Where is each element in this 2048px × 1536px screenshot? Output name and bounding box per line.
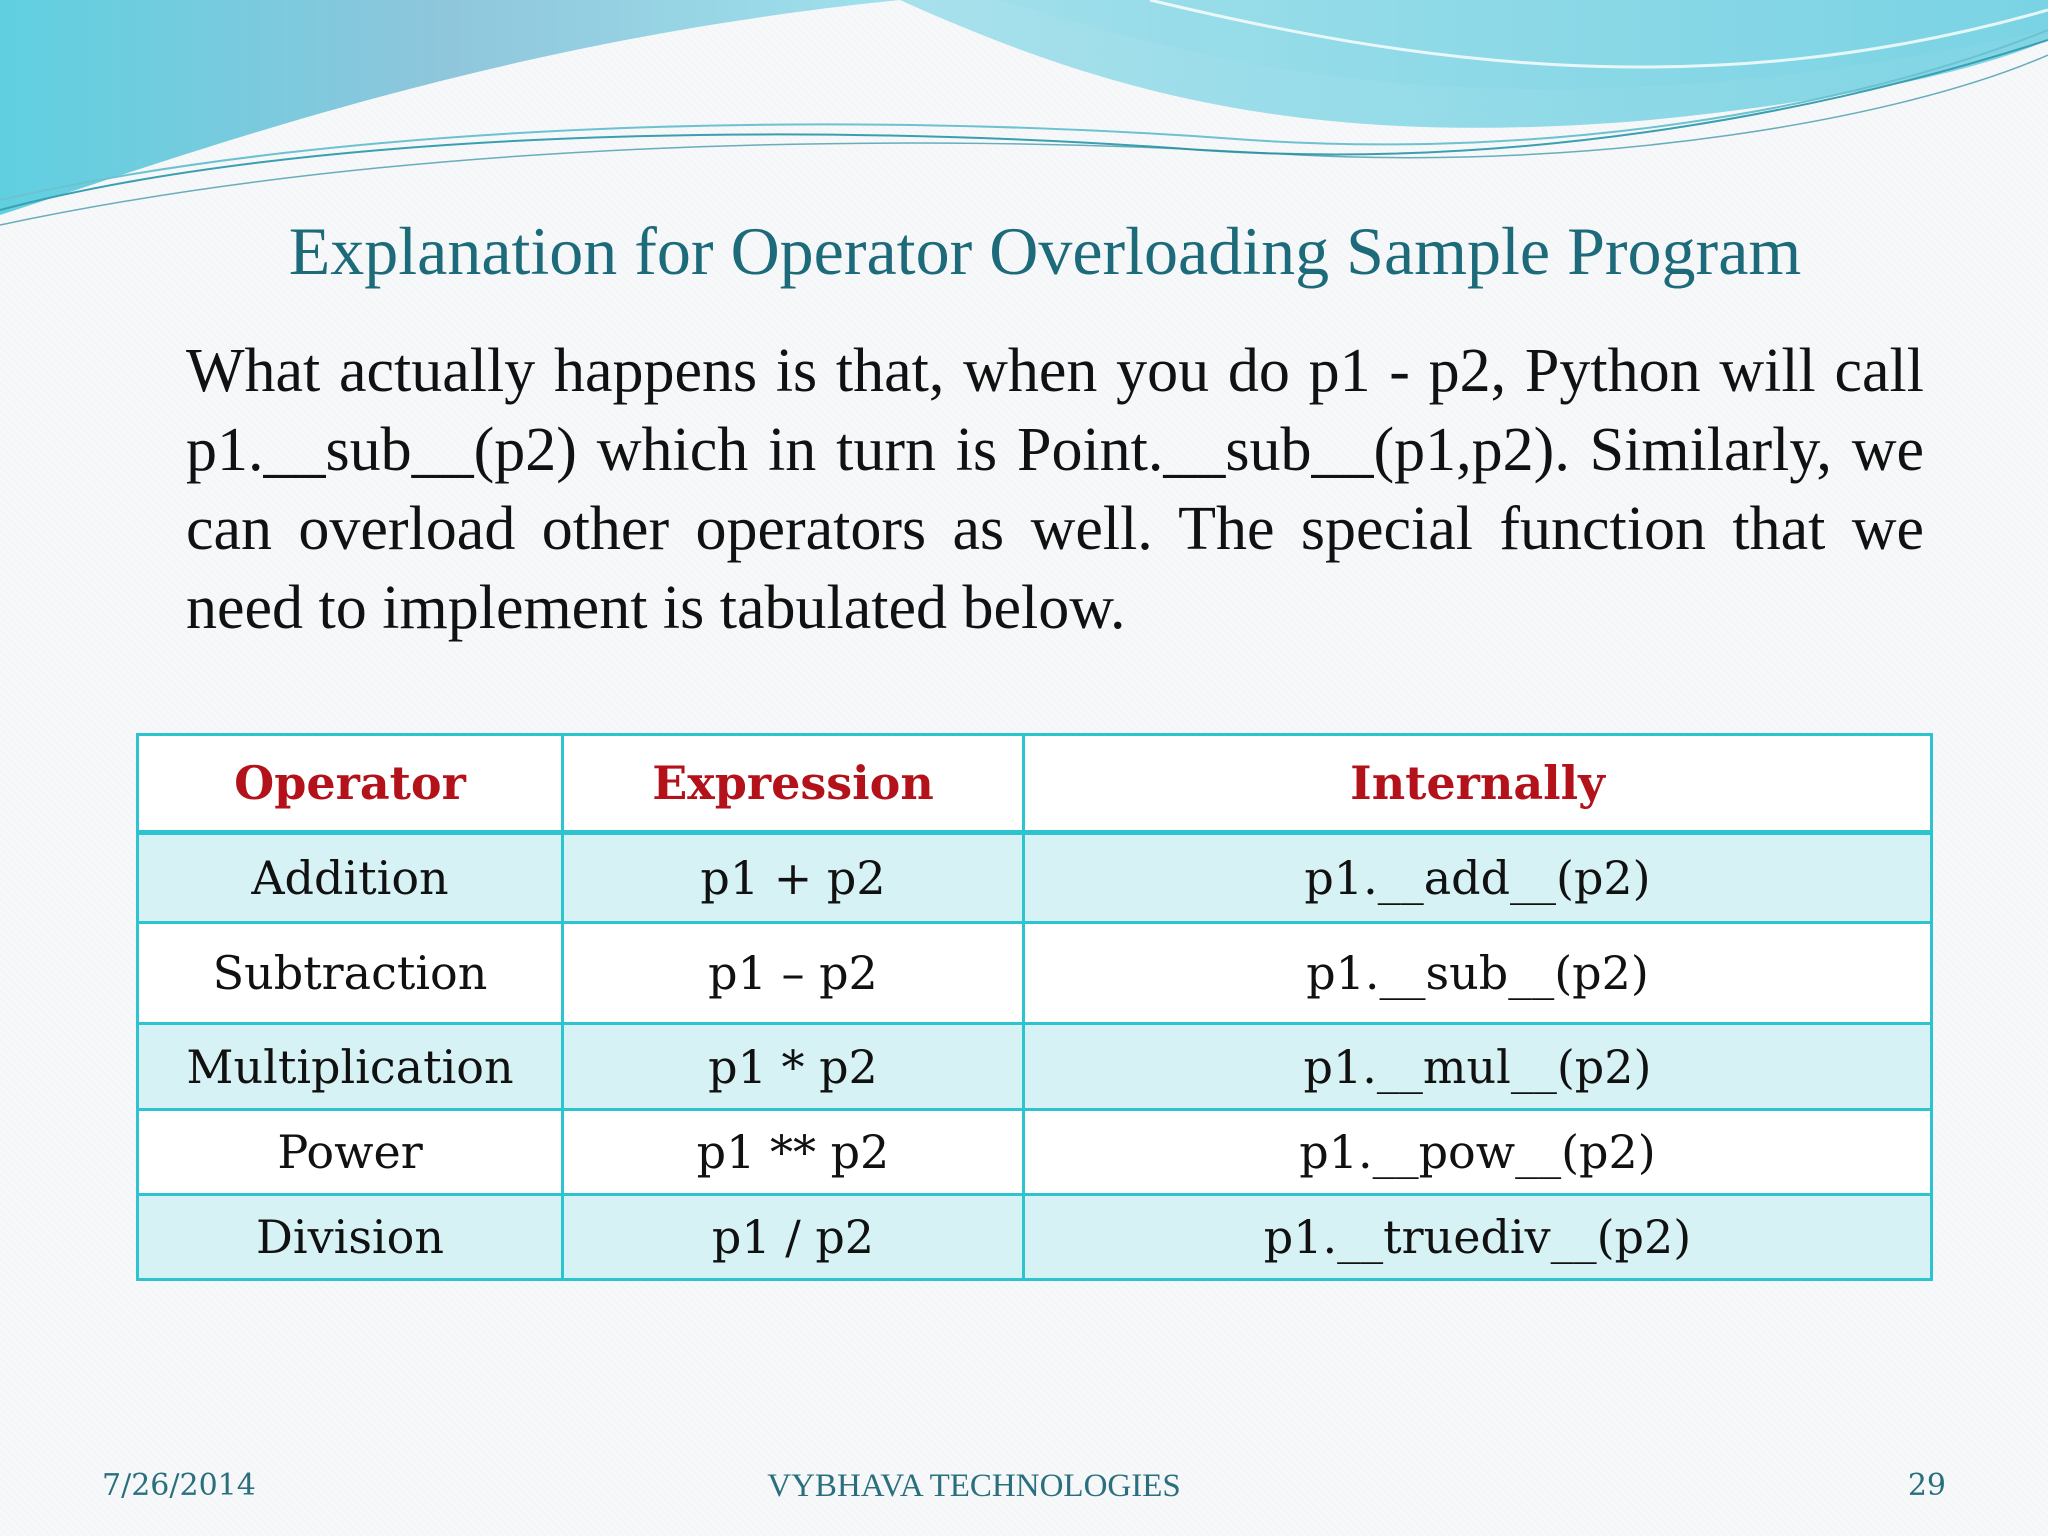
table-row [138, 923, 1932, 1024]
cell-expression: p1 * p2 [563, 1024, 1024, 1110]
cell-expression: p1 / p2 [563, 1195, 1024, 1280]
footer-date: 7/26/2014 [102, 1468, 256, 1503]
table-row [138, 1195, 1932, 1280]
cell-operator: Subtraction [138, 923, 563, 1024]
table-row [138, 1024, 1932, 1110]
cell-internally: p1.__mul__(p2) [1024, 1024, 1932, 1110]
cell-expression: p1 ** p2 [563, 1110, 1024, 1195]
table-row [138, 833, 1932, 923]
table-header-row [138, 735, 1932, 833]
operator-table [136, 733, 1933, 1281]
cell-operator: Division [138, 1195, 563, 1280]
cell-internally: p1.__truediv__(p2) [1024, 1195, 1932, 1280]
wave-decoration [0, 0, 2048, 240]
page-number: 29 [1907, 1468, 1946, 1503]
cell-expression: p1 + p2 [563, 833, 1024, 923]
cell-operator: Power [138, 1110, 563, 1195]
footer-company: VYBHAVA TECHNOLOGIES [767, 1468, 1181, 1504]
header-expression: Expression [563, 735, 1024, 833]
cell-internally: p1.__pow__(p2) [1024, 1110, 1932, 1195]
cell-operator: Multiplication [138, 1024, 563, 1110]
table-row [138, 1110, 1932, 1195]
header-operator: Operator [138, 735, 563, 833]
header-internally: Internally [1024, 735, 1932, 833]
cell-operator: Addition [138, 833, 563, 923]
cell-internally: p1.__add__(p2) [1024, 833, 1932, 923]
slide-title: Explanation for Operator Overloading Sample Program [288, 213, 1802, 289]
cell-internally: p1.__sub__(p2) [1024, 923, 1932, 1024]
cell-expression: p1 – p2 [563, 923, 1024, 1024]
body-paragraph: What actually happens is that, when you do p1 - p2, Python will call p1.__sub__(p2) which in turn is Point.__sub__(p1,p2). Similarly, we can overload other operators as well. The special function that we need to implement is tabulated below. [186, 337, 1924, 642]
